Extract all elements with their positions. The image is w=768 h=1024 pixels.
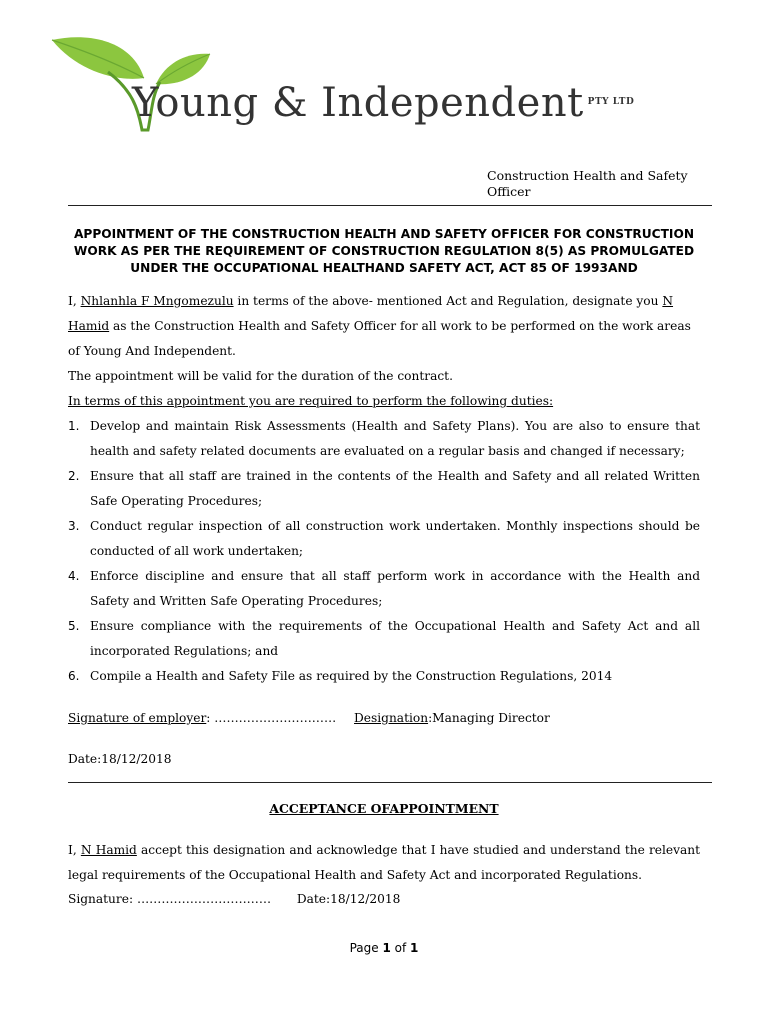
intro-suffix: as the Construction Health and Safety Officer for all work to be performed on the work areas of Young And Independent. <box>68 319 691 358</box>
company-suffix: PTY LTD <box>587 97 635 107</box>
list-text: Enforce discipline and ensure that all staff perform work in accordance with the Health and Safety and Written Safe Operating Procedures; <box>90 569 700 608</box>
page-current: 1 <box>382 941 391 955</box>
acceptance-date: Date:18/12/2018 <box>296 892 401 906</box>
intro-paragraph <box>68 289 700 364</box>
list-number: 4. <box>68 569 80 583</box>
page-total: 1 <box>410 941 419 955</box>
list-text: Compile a Health and Safety File as required by the Construction Regulations, 2014 <box>90 669 613 683</box>
list-item <box>68 514 700 564</box>
header-role: Construction Health and Safety Officer <box>487 168 688 199</box>
list-item <box>68 464 700 514</box>
acceptance-heading: ACCEPTANCE OFAPPOINTMENT <box>269 801 499 816</box>
employer-signature-line <box>68 706 700 731</box>
appointee-name: N Hamid <box>68 294 674 333</box>
list-text: Ensure compliance with the requirements of the Occupational Health and Safety Act and all incorporated Regulations; and <box>90 619 700 658</box>
list-text: Develop and maintain Risk Assessments (Health and Safety Plans). You are also to ensure that health and safety related documents are evaluated on a regular basis and changed if necessary; <box>90 419 700 458</box>
acceptance-text: accept this designation and acknowledge that I have studied and understand the relevant legal requirements of the Occupational Health and Safety Act and incorporated Regulations. <box>68 843 700 882</box>
designation-value: :Managing Director <box>428 711 550 725</box>
acceptance-signature-line <box>68 887 700 912</box>
list-item <box>68 564 700 614</box>
list-text: Conduct regular inspection of all construction work undertaken. Monthly inspections should be conducted of all work undertaken; <box>90 519 700 558</box>
list-number: 6. <box>68 669 80 683</box>
page-number <box>0 941 768 955</box>
acceptance-signature-field: …………………………… <box>136 892 271 906</box>
list-number: 3. <box>68 519 80 533</box>
validity-text: The appointment will be valid for the duration of the contract. <box>68 369 453 383</box>
list-item <box>68 664 700 689</box>
document-title: APPOINTMENT OF THE CONSTRUCTION HEALTH AND SAFETY OFFICER FOR CONSTRUCTION WORK AS PER THE REQUIREMENT OF CONSTRUCTION REGULATION 8(5) AS PROMULGATED UNDER THE OCCUPATIONAL HEALTHAND SAFETY ACT, ACT 85 OF 1993AND <box>73 227 695 275</box>
intro-middle: in terms of the above- mentioned Act and Regulation, designate you <box>233 294 663 308</box>
designation-label: Designation <box>354 711 429 725</box>
employer-date: Date:18/12/2018 <box>68 752 172 766</box>
employer-signature-colon: : <box>206 711 215 725</box>
appointer-name: Nhlanhla F Mngomezulu <box>80 294 234 308</box>
duties-heading: In terms of this appointment you are required to perform the following duties: <box>68 394 554 408</box>
section-divider <box>68 782 712 783</box>
employer-signature-field: ………………………… <box>214 711 337 725</box>
list-text: Ensure that all staff are trained in the contents of the Health and Safety and all related Written Safe Operating Procedures; <box>90 469 700 508</box>
employer-signature-label: Signature of employer <box>68 711 207 725</box>
list-number: 5. <box>68 619 80 633</box>
page-of: of <box>390 941 411 955</box>
list-number: 1. <box>68 419 80 433</box>
company-name <box>132 80 634 126</box>
header-divider <box>68 205 712 206</box>
acceptance-prefix: I, <box>68 843 81 857</box>
left-leaf-icon <box>52 37 144 79</box>
intro-prefix: I, <box>68 294 81 308</box>
list-item <box>68 414 700 464</box>
page-label: Page <box>349 941 383 955</box>
acceptor-name: N Hamid <box>80 843 137 857</box>
acceptance-paragraph <box>68 838 700 888</box>
list-item <box>68 614 700 664</box>
list-number: 2. <box>68 469 80 483</box>
duties-list <box>68 414 700 689</box>
company-name-text: Young & Independent <box>132 80 584 126</box>
acceptance-signature-label: Signature: <box>68 892 137 906</box>
